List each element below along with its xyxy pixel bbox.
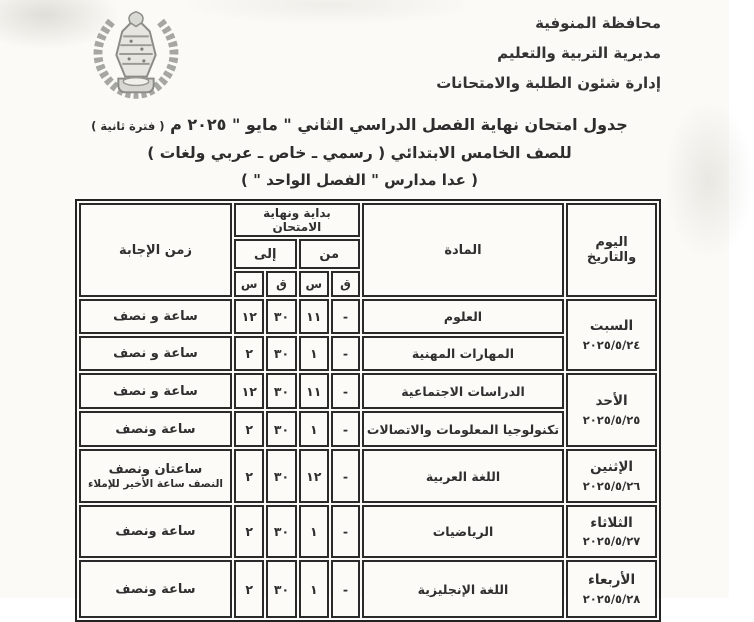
subject-cell: تكنولوجيا المعلومات والاتصالات — [362, 411, 564, 447]
scan-smudge — [180, 0, 480, 25]
header-from-minutes: ق — [331, 271, 360, 297]
title-line-3: ( عدا مدارس " الفصل الواحد " ) — [241, 171, 478, 189]
day-cell-wednesday — [566, 560, 657, 618]
table-row-mathematics — [79, 505, 657, 558]
day-name: الأحد — [595, 393, 628, 410]
to-hours-cell: ١٢ — [234, 373, 264, 409]
subject-cell: اللغة الإنجليزية — [362, 560, 564, 618]
duration-cell: ساعة و نصف — [79, 299, 232, 334]
from-minutes-cell: - — [331, 505, 360, 558]
day-date: ٢٠٢٥/٥/٢٥ — [582, 412, 641, 427]
from-hours-cell: ١١ — [299, 299, 329, 334]
to-hours-cell: ٢ — [234, 560, 264, 618]
org-header — [436, 8, 661, 98]
day-cell-tuesday — [566, 505, 657, 558]
header-to-minutes: ق — [266, 271, 296, 297]
header-to-hours: س — [234, 271, 264, 297]
subject-cell: الرياضيات — [362, 505, 564, 558]
duration-cell: ساعة ونصف — [79, 411, 232, 447]
day-name: الثلاثاء — [590, 514, 633, 531]
header-duration: زمن الإجابة — [79, 203, 232, 297]
to-hours-cell: ٢ — [234, 449, 264, 503]
from-minutes-cell: - — [331, 373, 360, 409]
title-line-2: للصف الخامس الابتدائي ( رسمي ـ خاص ـ عربي ولغات ) — [147, 144, 572, 162]
from-hours-cell: ١ — [299, 336, 329, 371]
header-row-1 — [79, 203, 657, 237]
subject-cell: العلوم — [362, 299, 564, 334]
from-hours-cell: ١٢ — [299, 449, 329, 503]
header-from: من — [299, 239, 360, 269]
duration-cell — [79, 449, 232, 503]
day-name: الإثنين — [590, 459, 633, 476]
from-hours-cell: ١ — [299, 411, 329, 447]
duration-note: النصف ساعة الأخير للإملاء — [87, 478, 223, 490]
subject-cell: المهارات المهنية — [362, 336, 564, 371]
to-hours-cell: ٢ — [234, 336, 264, 371]
day-cell-monday — [566, 449, 657, 503]
org-line-directorate: مديرية التربية والتعليم — [497, 44, 661, 62]
to-minutes-cell: ٣٠ — [266, 449, 296, 503]
header-exam-window: بداية ونهاية الامتحان — [234, 203, 360, 237]
from-minutes-cell: - — [331, 449, 360, 503]
day-date: ٢٠٢٥/٥/٢٤ — [582, 337, 641, 352]
to-minutes-cell: ٣٠ — [266, 560, 296, 618]
duration-cell: ساعة و نصف — [79, 336, 232, 371]
eagle-emblem-logo — [82, 4, 190, 106]
table-row-english — [79, 560, 657, 618]
title-period-note: ( فترة ثانية ) — [91, 119, 165, 133]
duration-main: ساعتان ونصف — [108, 462, 203, 477]
from-minutes-cell: - — [331, 560, 360, 618]
day-date: ٢٠٢٥/٥/٢٦ — [582, 478, 641, 493]
document-titles — [0, 112, 719, 193]
duration-cell: ساعة و نصف — [79, 373, 232, 409]
day-cell-saturday — [566, 299, 657, 371]
duration-cell: ساعة ونصف — [79, 560, 232, 618]
org-line-governorate: محافظة المنوفية — [535, 14, 661, 32]
header-subject: المادة — [362, 203, 564, 297]
subject-cell: اللغة العربية — [362, 449, 564, 503]
title-line-1 — [0, 112, 719, 139]
exam-schedule-table — [75, 199, 661, 622]
to-minutes-cell: ٣٠ — [266, 373, 296, 409]
from-minutes-cell: - — [331, 411, 360, 447]
to-minutes-cell: ٣٠ — [266, 299, 296, 334]
header-from-hours: س — [299, 271, 329, 297]
to-hours-cell: ١٢ — [234, 299, 264, 334]
day-date: ٢٠٢٥/٥/٢٧ — [582, 534, 641, 548]
org-line-administration: إدارة شئون الطلبة والامتحانات — [436, 74, 661, 92]
duration-cell: ساعة ونصف — [79, 505, 232, 558]
title-main: جدول امتحان نهاية الفصل الدراسي الثاني " مايو " ٢٠٢٥ م — [170, 115, 628, 134]
day-cell-sunday — [566, 373, 657, 447]
exam-schedule-table-wrapper — [75, 199, 661, 622]
subject-cell: الدراسات الاجتماعية — [362, 373, 564, 409]
day-name: السبت — [589, 318, 634, 335]
from-minutes-cell: - — [331, 336, 360, 371]
day-name: الأربعاء — [587, 572, 636, 589]
from-hours-cell: ١١ — [299, 373, 329, 409]
to-hours-cell: ٢ — [234, 411, 264, 447]
from-minutes-cell: - — [331, 299, 360, 334]
table-row-science — [79, 299, 657, 334]
from-hours-cell: ١ — [299, 560, 329, 618]
header-to: إلى — [234, 239, 297, 269]
table-row-social-studies — [79, 373, 657, 409]
from-hours-cell: ١ — [299, 505, 329, 558]
to-minutes-cell: ٣٠ — [266, 336, 296, 371]
table-row-arabic — [79, 449, 657, 503]
header-day: اليوم والتاريخ — [566, 203, 657, 297]
day-date: ٢٠٢٥/٥/٢٨ — [582, 591, 641, 606]
to-minutes-cell: ٣٠ — [266, 411, 296, 447]
to-hours-cell: ٢ — [234, 505, 264, 558]
to-minutes-cell: ٣٠ — [266, 505, 296, 558]
